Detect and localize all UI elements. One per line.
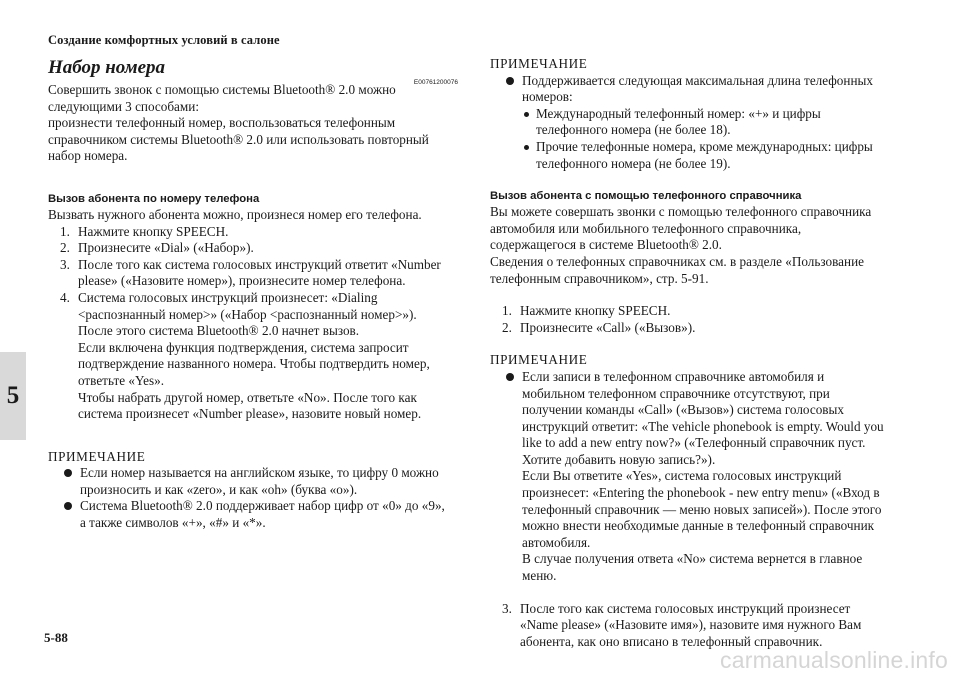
note-text: like to add a new entry now?» («Телефонный справочник пуст. xyxy=(522,435,866,451)
bullet-dot-icon xyxy=(64,502,72,510)
intro-line: Вы можете совершать звонки с помощью телефонного справочника xyxy=(490,204,872,220)
chapter-tab xyxy=(0,352,26,440)
step-number: 1. xyxy=(60,223,70,239)
note-text: телефонный справочник — меню новых записей»). После этого xyxy=(522,501,882,517)
note-text: Поддерживается следующая максимальная длина телефонных xyxy=(522,72,873,88)
step-text: После того как система голосовых инструкций ответит «Number xyxy=(78,256,441,272)
step-text: система произнесет «Number please», назовите новый номер. xyxy=(78,406,422,422)
step-text: После того как система голосовых инструкций произнесет xyxy=(520,600,851,616)
step-text: Чтобы набрать другой номер, ответьте «No». После того как xyxy=(78,389,417,405)
subsection-intro: Вызвать нужного абонента можно, произнеся номер его телефона. xyxy=(48,206,422,222)
note-text: а также символов «+», «#» и «*». xyxy=(80,515,266,531)
intro-line: справочником системы Bluetooth® 2.0 или использовать повторный xyxy=(48,131,429,147)
bullet-dot-icon xyxy=(506,77,514,85)
intro-line: телефонным справочником», стр. 5-91. xyxy=(490,270,709,286)
note-text: автомобиля. xyxy=(522,534,591,550)
intro-paragraph xyxy=(48,82,460,165)
step-text: подтверждение названного номера. Чтобы подтвердить номер, xyxy=(78,356,430,372)
small-bullet-icon xyxy=(524,145,529,150)
step-number: 2. xyxy=(502,319,512,335)
note-text: можно внести необходимые данные в телефонный справочник xyxy=(522,518,875,534)
step-text: «Name please» («Назовите имя»), назовите имя нужного Вам xyxy=(520,617,862,633)
title-row xyxy=(48,56,460,86)
step-text: Нажмите кнопку SPEECH. xyxy=(520,303,671,319)
intro-line: содержащегося в системе Bluetooth® 2.0. xyxy=(490,237,722,253)
small-bullet-icon xyxy=(524,112,529,117)
intro-line: Совершить звонок с помощью системы Bluetooth® 2.0 можно xyxy=(48,82,396,97)
step-number: 3. xyxy=(60,256,70,272)
bullet-dot-icon xyxy=(64,469,72,477)
intro-line: следующими 3 способами: xyxy=(48,98,199,114)
subnote-text: Международный телефонный номер: «+» и цифры xyxy=(536,105,821,121)
step-item xyxy=(48,224,460,241)
note-text: номеров: xyxy=(522,89,573,105)
step-number: 4. xyxy=(60,289,70,305)
intro-line: автомобиля или мобильного телефонного справочника, xyxy=(490,220,802,236)
step-text: Произнесите «Call» («Вызов»). xyxy=(520,319,696,335)
intro-line: набор номера. xyxy=(48,148,128,164)
step-text: Система голосовых инструкций произнесет: «Dialing xyxy=(78,289,378,305)
note-title: ПРИМЕЧАНИЕ xyxy=(490,56,588,71)
section-title-dialing: Набор номера xyxy=(48,57,166,78)
step-text: ответьте «Yes». xyxy=(78,372,165,388)
left-column xyxy=(48,56,460,532)
note-text: получении команды «Call» («Вызов») система голосовых xyxy=(522,402,844,418)
page-number: 5-88 xyxy=(44,630,68,645)
step-text: <распознанный номер>» («Набор <распознанный номер>»). xyxy=(78,306,417,322)
page-header: Создание комфортных условий в салоне xyxy=(48,33,280,47)
step-text: После этого система Bluetooth® 2.0 начнет вызов. xyxy=(78,323,360,339)
subnote-text: телефонного номера (не более 19). xyxy=(536,155,731,171)
note-text: инструкций ответит: «The vehicle phonebook is empty. Would you xyxy=(522,418,884,434)
note-text: Хотите добавить новую запись?»). xyxy=(522,451,716,467)
step-text: Произнесите «Dial» («Набор»). xyxy=(78,240,254,256)
section-code: E00761200076 xyxy=(413,79,458,86)
step-item xyxy=(490,303,902,320)
subnote-text: Прочие телефонные номера, кроме международных: цифры xyxy=(536,138,873,154)
note-text: Система Bluetooth® 2.0 поддерживает набор цифр от «0» до «9», xyxy=(80,498,445,514)
note-text: произнесет: «Entering the phonebook - new entry menu» («Вход в xyxy=(522,485,880,501)
note-text: Если номер называется на английском языке, то цифру 0 можно xyxy=(80,465,439,481)
step-item xyxy=(490,601,902,651)
note-text: произносить и как «zero», и как «oh» (буква «o»). xyxy=(80,481,358,497)
bullet-dot-icon xyxy=(506,373,514,381)
note-item xyxy=(490,369,902,585)
step-text: Если включена функция подтверждения, система запросит xyxy=(78,339,409,355)
note-item xyxy=(48,465,460,498)
subnote-item xyxy=(490,139,902,172)
subnote-item xyxy=(490,106,902,139)
note-item xyxy=(48,498,460,531)
note-text: меню. xyxy=(522,568,557,584)
phonebook-intro xyxy=(490,204,902,287)
note-title: ПРИМЕЧАНИЕ xyxy=(48,448,146,464)
step-text: Нажмите кнопку SPEECH. xyxy=(78,223,229,239)
step-item xyxy=(48,257,460,290)
steps-list xyxy=(48,224,460,423)
step-text: please» («Назовите номер»), произнесите номер телефона. xyxy=(78,273,406,289)
subsection-title-phonebook: Вызов абонента с помощью телефонного справочника xyxy=(490,190,802,203)
subsection-title-by-number: Вызов абонента по номеру телефона xyxy=(48,192,260,205)
watermark: carmanualsonline.info xyxy=(720,647,948,673)
steps-list xyxy=(490,303,902,336)
note-text: мобильном телефонном справочнике отсутствуют, при xyxy=(522,385,830,401)
step-text: абонента, как оно вписано в телефонный справочник. xyxy=(520,633,823,649)
step-item xyxy=(490,320,902,337)
subnote-text: телефонного номера (не более 18). xyxy=(536,122,731,138)
note-text: Если записи в телефонном справочнике автомобиля и xyxy=(522,368,825,384)
step-number: 1. xyxy=(502,303,512,319)
chapter-number: 5 xyxy=(6,382,20,409)
note-text: В случае получения ответа «No» система вернется в главное xyxy=(522,551,863,567)
intro-line: произнести телефонный номер, воспользоваться телефонным xyxy=(48,115,396,131)
note-text: Если Вы ответите «Yes», система голосовых инструкций xyxy=(522,468,842,484)
note-title: ПРИМЕЧАНИЕ xyxy=(490,352,588,368)
step-item xyxy=(48,240,460,257)
step-number: 2. xyxy=(60,240,70,256)
note-item xyxy=(490,73,902,106)
step-item xyxy=(48,290,460,423)
intro-line: Сведения о телефонных справочниках см. в разделе «Пользование xyxy=(490,253,864,269)
right-column xyxy=(490,56,902,650)
step-number: 3. xyxy=(502,600,512,616)
